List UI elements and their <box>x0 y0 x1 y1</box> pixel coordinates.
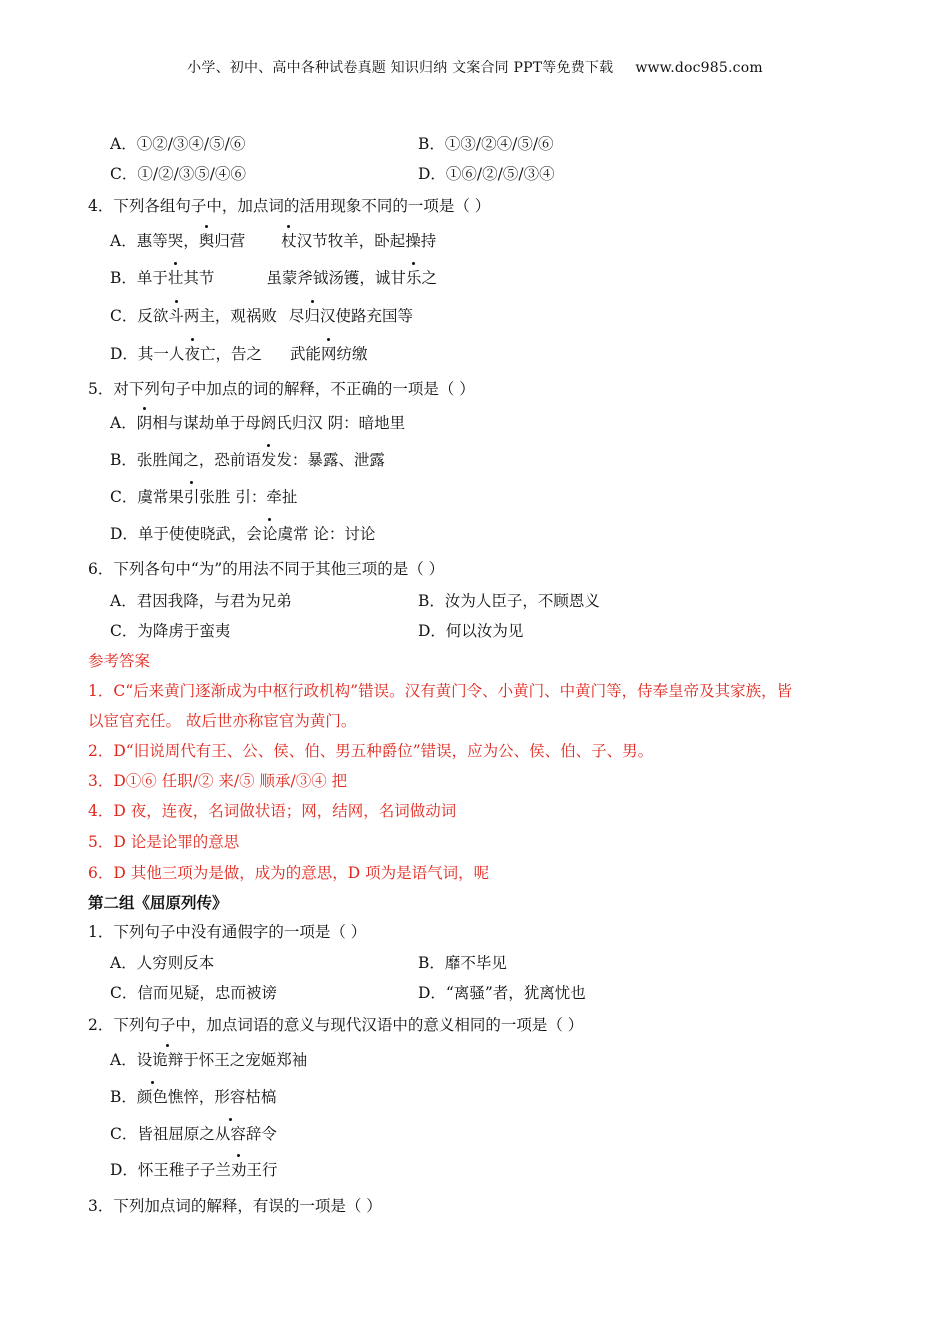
answer-5: 5．D 论是论罪的意思 <box>88 833 240 851</box>
q5-option-b: B．张胜闻之，恐前语发发：暴露、泄露 <box>110 448 385 470</box>
q3-option-c: C．①/②/③⑤/④⑥ <box>110 165 247 183</box>
answer-4: 4．D 夜，连夜，名词做状语；网，结网，名词做动词 <box>88 802 457 820</box>
q6-stem: 6．下列各句中“为”的用法不同于其他三项的是（ ） <box>88 560 445 578</box>
q5-option-c: C．虞常果引张胜 引：牵扯 <box>110 485 297 507</box>
page-header <box>0 57 950 77</box>
answer-6: 6．D 其他三项为是做，成为的意思，D 项为是语气词，呢 <box>88 864 490 882</box>
g2-q1-option-b: B．靡不毕见 <box>418 954 507 972</box>
answer-3: 3．D①⑥ 任职/② 来/⑤ 顺承/③④ 把 <box>88 772 348 790</box>
q5-stem: 5．对下列句子中加点的词的解释，不正确的一项是（ ） <box>88 380 475 398</box>
answers-title: 参考答案 <box>88 652 151 670</box>
g2-q3-stem: 3．下列加点词的解释，有误的一项是（ ） <box>88 1197 382 1215</box>
q5-option-d: D．单于使使晓武，会论虞常 论：讨论 <box>110 522 375 544</box>
q3-option-b: B．①③/②④/⑤/⑥ <box>418 135 554 153</box>
q4-option-a: A．惠等哭，舆归营 杖汉节牧羊，卧起操持 <box>110 229 436 251</box>
q4-option-b: B．单于壮其节 虽蒙斧钺汤镬，诚甘乐之 <box>110 266 437 288</box>
q4-stem: 4．下列各组句子中，加点词的活用现象不同的一项是（ ） <box>88 197 491 215</box>
q6-option-b: B．汝为人臣子，不顾恩义 <box>418 592 600 610</box>
g2-q2-option-d: D．怀王稚子子兰劝王行 <box>110 1158 277 1180</box>
answer-2: 2．D“旧说周代有王、公、侯、伯、男五种爵位”错误，应为公、侯、伯、子、男。 <box>88 742 654 760</box>
g2-q1-option-a: A．人穷则反本 <box>110 954 215 972</box>
q3-option-d: D．①⑥/②/⑤/③④ <box>418 165 555 183</box>
q6-option-a: A．君因我降，与君为兄弟 <box>110 592 292 610</box>
header-site: www.doc985.com <box>635 60 763 76</box>
q5-option-a: A．阴相与谋劫单于母阏氏归汉 阴：暗地里 <box>110 411 405 433</box>
g2-q2-option-a: A．设诡辩于怀王之宠姬郑袖 <box>110 1048 307 1070</box>
group2-title: 第二组《屈原列传》 <box>88 893 228 912</box>
q6-option-c: C．为降虏于蛮夷 <box>110 622 231 640</box>
answer-1-line-2: 以宦官充任。 故后世亦称宦官为黄门。 <box>88 712 357 730</box>
q4-option-d: D．其一人夜亡，告之 武能网纺缴 <box>110 342 368 364</box>
q4-option-c: C．反欲斗两主，观祸败 尽归汉使路充国等 <box>110 304 413 326</box>
g2-q2-option-c: C．皆祖屈原之从容辞令 <box>110 1122 277 1144</box>
g2-q1-option-d: D．“离骚”者，犹离忧也 <box>418 984 586 1002</box>
q6-option-d: D．何以汝为见 <box>418 622 524 640</box>
g2-q1-stem: 1．下列句子中没有通假字的一项是（ ） <box>88 923 367 941</box>
g2-q2-option-b: B．颜色憔悴，形容枯槁 <box>110 1085 276 1107</box>
header-text: 小学、初中、高中各种试卷真题 知识归纳 文案合同 PPT等免费下载 <box>187 60 614 76</box>
g2-q2-stem: 2．下列句子中，加点词语的意义与现代汉语中的意义相同的一项是（ ） <box>88 1016 584 1034</box>
answer-1-line-1: 1．C“后来黄门逐渐成为中枢行政机构”错误。汉有黄门令、小黄门、中黄门等，侍奉皇帝及其家族，皆 <box>88 682 793 700</box>
g2-q1-option-c: C．信而见疑，忠而被谤 <box>110 984 277 1002</box>
q3-option-a: A．①②/③④/⑤/⑥ <box>110 135 246 153</box>
